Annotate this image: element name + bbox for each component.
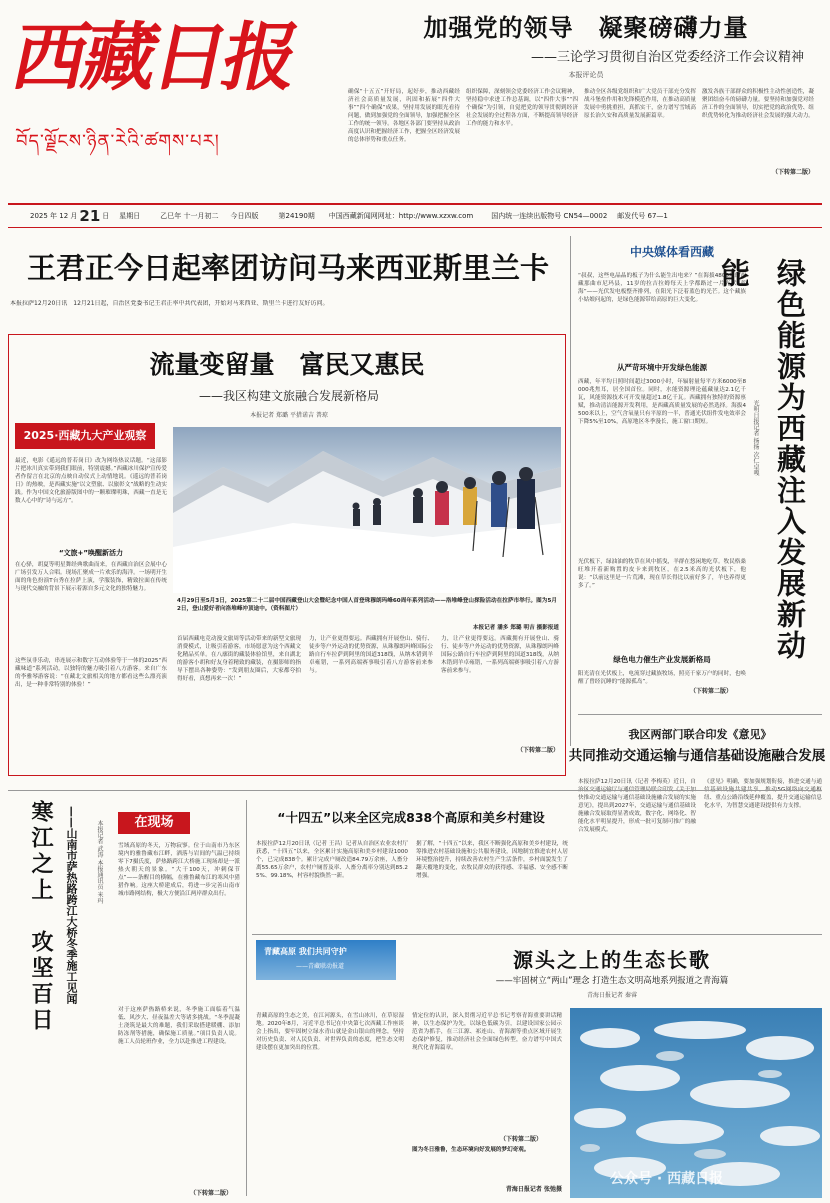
ecology-photo-caption: 图为冬日雅鲁，生态环境向好发展的梦幻奇观。 xyxy=(412,1147,530,1153)
policy-body2: 《意见》明确，要加强规划衔接，推进交通与通 纽、重点公路沿线延伸覆盖，提升交通运输信息化水平，为智慧交通建设提供有力支撑。 xyxy=(704,779,822,809)
masthead xyxy=(4,6,338,174)
feature-section1: “文旅+”唤醒新活力 xyxy=(58,549,124,557)
feature-photo-credit: 本报记者 潘多 郑璐 明吉 摄影报道 xyxy=(472,625,559,631)
ecology-more[interactable]: （下转第二版） xyxy=(500,1136,543,1143)
right-p1: “叔叔，这些电晶晶的板子为什么能生出电来？”在海拔4800米的西藏那曲市尼玛县，11岁的拉吉拉姆每天上学都路过一片光伏“蓝海”——光伏发电板整齐排列，在阳光下泛着蓝色的光芒。这个藏族小姑娘问起的，是绿色能源带给高原的巨大变化。 xyxy=(578,273,746,303)
villages-body2: 据了解，“十四五”以来，我区不断强化高原和美乡村建设，统筹推进农村基础设施和公共服务建设，因地制宜推进农村人居环境整治提升，持续改善农村生产生活条件，乡村面貌发生了翻天覆地的变化，农牧民群众的获得感、幸福感、安全感不断增强。 xyxy=(416,841,568,879)
feature-col-b: 力，让产业更得要远。西藏拥有开展登山、骑行、徒步等户外运动的优势资源，从珠穆朗玛峰国际公路自行车拉萨到阿里的国道318线，从纳木错到羊卓雍错，一系列高端赛事吸引着八方游客前来参与。 xyxy=(309,636,433,674)
top-story-col4: 激发各族干部群众的积极性主动性创造性，凝聚团结奋斗的磅礴力量。要坚持和加强党对经济工作的全面领导，切实把党的政治优势、组织优势转化为推动经济社会发展的强大动力。 xyxy=(702,89,814,119)
onsite-badge: 在现场 xyxy=(118,812,190,834)
top-story-headline: 加强党的领导 凝聚磅礴力量 xyxy=(423,14,749,42)
lead-body: 本报拉萨12月20日讯 12月21日起，自治区党委书记王君正率中共代表团，开始对马来西亚、斯里兰卡进行友好访问。 xyxy=(10,300,329,307)
onsite-body2: 对于这座萨热路桥来说，冬季施工面临着气温低、风沙大、昼夜温差大等诸多挑战。“冬季混凝土浇筑是最大的难题，我们采取搭建暖棚、添加防冻剂等措施，确保施工质量。”项目负责人说。施工人员轮班作业，全力以赴推进工程建设。 xyxy=(118,1007,240,1045)
weekday: 星期日 xyxy=(119,212,141,220)
date-ym: 2025 年 12 月 xyxy=(30,212,78,220)
feature-col-a: 首届西藏电竞动漫文旅周等活动带来的新型文旅现消费模式，让吸引着游客，市场愿意为这个西藏文化精品买单。在八廓街的藏装体验馆里，来自湖北的游客小胡和好友身着精致的藏装，在摄影师的指导下摆出各种姿势：“发到朋友圈后，大家都夸拍得好看，真想再来一次！” xyxy=(177,636,301,682)
ecology-headline: 源头之上的生态长歌 xyxy=(513,948,711,972)
ecology-body: 青藏高原的生态之美，在江河源头，在雪山冰川，在草原湿地。2020年8月，习近平总书记在中央第七次西藏工作座谈会上指出，要牢固树立绿水青山就是金山银山的理念，坚持对历史负责、对人民负责、对世界负责的态度，把生态文明建设摆在更加突出的位置。 xyxy=(256,1013,404,1051)
feature-more[interactable]: （下转第二版） xyxy=(516,747,559,754)
policy-head2: 共同推动交通运输与通信基础设施融合发展 xyxy=(566,746,828,766)
ecology-byline: 青海日报记者 秦睿 xyxy=(587,992,637,999)
ecology-subhead: ——牢固树立“两山”理念 打造生态文明高地系列报道之青海篇 xyxy=(495,976,729,986)
villages-headline: “十四五”以来全区完成838个高原和美乡村建设 xyxy=(277,810,545,825)
top-story-byline: 本报评论员 xyxy=(568,71,604,79)
top-story-col1: 确保“十五五”开好局，起好步，推动西藏经济社会高质量发展，巩固和拓展“四件大事”“四个确保”成果，坚持用发展的眼光看待问题，做到加强党的全面领导，加强把握全区工作的统一领导。各地区各部门要坚持从政治高度认识和把握经济工作，把握全区经济发展的总体形势和重点任务。 xyxy=(348,89,460,143)
feature-p2: 在心驿，胡夏等明星舞经典歌曲而来，在西藏自治区会展中心广场引发万人合唱。现场汇聚成一片欢乐的海洋。一场明开生面的角色扮演T台秀在拉萨上演，学服装饰，精致拉面在传统与现代交融的背景下展示着源自多元文化的独特魅力。 xyxy=(15,562,167,592)
feature-p1: 最近，电影《遥远的普若岗日》改为网络热议话题。“这部影片把冰川真实带到我们眼前，特别震撼。”西藏冰川保护宣传爱者作留言在北京的点映自动仪式上动情地说。《遥远的普若岗日》的热映，是西藏实施“以文塑旅、以旅彰文”战略的生动实践。作为中国文化旅游版图中的一颗璀璨明珠，西藏一直是无数人心中的“诗与远方”。 xyxy=(15,458,167,504)
right-sub2: 绿色电力催生产业发展新格局 xyxy=(613,655,711,664)
right-p2: 西藏，年平均日照时间超过3000小时，年辐射量每平方米6000至8000兆焦耳，居全国首位。同时，水能资源理论蕴藏量达2.1亿千瓦，风能资源技术可开发量超过1.8亿千瓦。西藏拥有独特的资源禀赋，推动清洁能源开发利用，是西藏高质量发展的必然选择。海拔4500米以上，空气含氧量只有平原的一半，普通光伏组件发电效率会下降5%至10%，高原地区冬季漫长，施工窗口期短。 xyxy=(578,379,746,425)
onsite-vertical-headline: 寒江之上 攻坚百日 xyxy=(28,800,53,1034)
ecology-badge-sub: ——青藏联动报道 xyxy=(296,963,345,970)
feature-p3: 这些氛非乐动，串连展示和数字互动体验等于一体的2025“西藏味道”系列活动，以独特的魅力吸引着八方游客。来自广东的李雅琴游客说：“在藏北文旅相关的地方都看这些么漂亮演出，是一种非常特别的体验！” xyxy=(15,658,167,688)
feature-photo xyxy=(173,427,561,593)
policy-head1: 我区两部门联合印发《意见》 xyxy=(628,728,772,741)
top-story-more[interactable]: （下转第二版） xyxy=(771,169,814,176)
right-vertical-byline: 光明日报记者 扬扬 次仁卓嘎 xyxy=(752,400,759,476)
masthead-title: 西藏日报 xyxy=(4,15,304,101)
right-sub1: 从严苛环境中开发绿色能源 xyxy=(617,363,707,372)
ecology-photo-credit: 青海日报记者 张弛摄 xyxy=(505,1186,562,1193)
lunar-date: 乙巳年 十一月初二 xyxy=(160,212,219,220)
onsite-body: 雪域高原的冬天，万物寂寥。位于山南市乃东区境内的雅鲁藏布江畔，洒落与岩间的气温已持续零下7摄氏度，萨热路跨江大桥施工现场却是一派热火朝天的景象。“大干100天，冲刺保节点”——条醒目的横幅，在雅鲁藏布江的寒风中猎猎作响。这座大桥建成后，将进一步完善山南市城市路网结构，极大方便沿江两岸群众出行。 xyxy=(118,843,240,897)
top-story xyxy=(348,8,824,190)
lake-photo xyxy=(570,1008,822,1198)
policy-body: 本报拉萨12月20日讯（记者 李梅英）近日，自 快推动交通运输与通信基础设施融合发展的实施意见》，提出到2027年，交通运输与通信基础设施融合发展取得显著成效，数字化、网络化、智能化水平明显提升，形成一批可复制可推广的融合发展模式。 xyxy=(578,779,696,833)
onsite-vertical-subhead: ——山南市萨热路跨江大桥冬季施工见闻 xyxy=(65,806,78,1004)
feature-byline: 本报记者 郑璐 平措诺吉 普琼 xyxy=(250,412,328,419)
postal-code: 邮发代号 67—1 xyxy=(617,212,668,220)
right-more[interactable]: （下转第二版） xyxy=(690,688,733,695)
onsite-more[interactable]: （下转第二版） xyxy=(190,1190,233,1197)
onsite-vertical-byline: 本报记者 武涛 本报通讯员 米玛 xyxy=(96,820,103,904)
central-media-logo: 中央媒体看西藏 xyxy=(629,245,714,259)
industry-badge: 2025·西藏九大产业观察 xyxy=(15,423,155,449)
feature-box xyxy=(8,334,566,776)
right-p4: 阳光清在光伏板上，电流穿过藏族牧场，照亮千家万户的同时，也唤醒了曾经沉睡的“能源孤岛”。 xyxy=(578,671,746,685)
feature-headline: 流量变留量 富民又惠民 xyxy=(149,350,425,379)
watermark: 公众号 · 西藏日报 xyxy=(610,1171,724,1187)
lead-headline: 王君正今日起率团访问马来西亚斯里兰卡 xyxy=(26,251,549,285)
feature-col-c: 力，让产业更得要远。西藏拥有开展登山、骑行、徒步等户外运动的优势资源，从珠穆朗玛峰国际公路自行车拉萨到阿里的国道318线，从纳木错到羊卓雍错，一系列高端赛事吸引着八方游客前来参与。 xyxy=(441,636,559,674)
issue-number: 第24190期 xyxy=(278,212,315,220)
climbers-illustration xyxy=(173,427,561,593)
ecology-badge xyxy=(256,940,396,980)
top-story-col2: 组织保障，深刻领会党委经济工作会议精神，坚持稳中求进工作总基调，以“四件大事”“四个确保”为引领，自觉把党的领导贯彻到经济社会发展的全过程各方面，不断提高领导经济工作的能力和水平。 xyxy=(466,89,578,127)
cn-number: 国内统一连续出版物号 CN54—0002 xyxy=(491,212,608,220)
villages-body: 本报拉萨12月20日讯（记者 王昌）记者从自治区农业农村厅获悉，“十四五”以来，全区累计实施高原和美乡村建设1000个，已完成838个。累计完成户厕改造84.79万余座，人畜分离55.65万余户，农村户厕普及率、人畜分离率分别达到85.25%、99.18%，村容村貌焕然一新。 xyxy=(256,841,408,879)
feature-photo-caption: 4月29日至5月3日，2025第二十二届中国西藏登山大会暨纪念中国人首登珠穆朗玛峰60周年系列活动——洛堆峰登山探险活动在拉萨市举行。图为5月2日，登山爱好者向洛堆峰冲顶途中。（资料图片） xyxy=(177,598,557,612)
date-day-suffix: 日 xyxy=(102,212,110,220)
dateline xyxy=(8,206,822,226)
page-count: 今日四版 xyxy=(230,212,259,220)
feature-subhead: ——我区构建文旅融合发展新格局 xyxy=(198,389,379,403)
right-vertical-headline: 绿色能源为西藏注入发展新动能 xyxy=(717,258,807,661)
top-story-subhead: ——三论学习贯彻自治区党委经济工作会议精神 xyxy=(530,50,804,65)
top-story-col3: 推动全区各级党组织和广大党员干部充分发挥战斗堡垒作用和先锋模范作用，在推动高质量发展中勇挑重担，真抓实干，奋力谱写雪域高原长治久安和高质量发展新篇章。 xyxy=(584,89,696,119)
ecology-badge-title: 青藏高原 我们共同守护 xyxy=(264,947,347,956)
date-day: 21 xyxy=(79,207,101,225)
website[interactable]: 中国西藏新闻网网址：http://www.xzxw.com xyxy=(328,212,474,220)
right-p3: 光伏板下，绿油油的牧草在风中摇曳，羊群在悠闲地吃草。牧民格桑旺堆开着新购置的皮卡来到牧区，在2.5米高的光伏板下，他说：“以前这里是一片荒滩，现在草长得比以前好多了，羊也养得更多了。” xyxy=(578,559,746,589)
ecology-body2: 情定位的认识，深入贯彻习近平总书记考察青海重要讲话精神，以生态保护为先，以绿色低碳为引，以建设国家公园示范省为抓手，在三江源、祁连山、青海湖等重点区域开展生态保护修复，推动经济社会全面绿色转型，奋力谱写中国式现代化青海篇章。 xyxy=(412,1013,562,1051)
masthead-tibetan: བོད་ལྗོངས་ཉིན་རེའི་ཚགས་པར། xyxy=(16,131,220,152)
lead-story xyxy=(10,236,566,316)
